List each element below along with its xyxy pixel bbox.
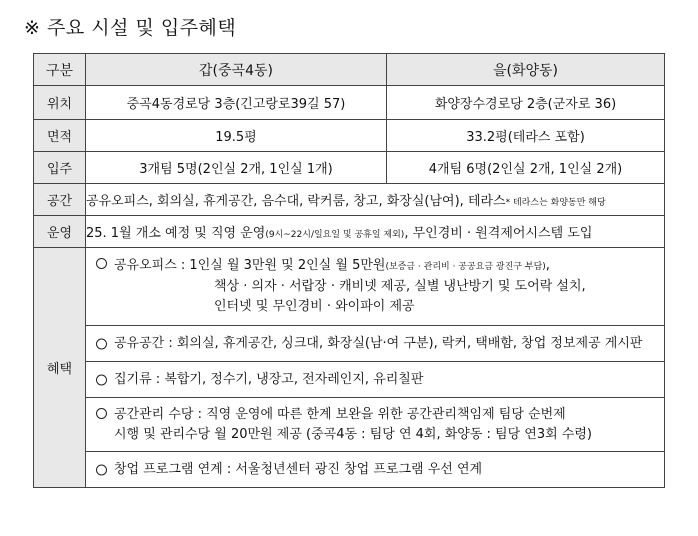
benefit-line: 책상 · 의자 · 서랍장 · 캐비넷 제공, 실별 냉난방기 및 도어락 설치, [214, 279, 586, 294]
row-label-operation: 운영 [34, 216, 86, 248]
location-row [34, 86, 665, 120]
benefit-item [86, 326, 665, 362]
circle-bullet-icon [96, 464, 107, 475]
circle-bullet-icon [96, 258, 107, 269]
benefit-item [86, 452, 665, 488]
benefit-row [34, 398, 665, 452]
row-label-area: 면적 [34, 120, 86, 152]
occupancy-b: 4개팀 6명(2인실 2개, 1인실 2개) [387, 152, 665, 184]
area-a: 19.5평 [86, 120, 387, 152]
operation-main: 25. 1월 개소 예정 및 직영 운영 [86, 226, 266, 241]
circle-bullet-icon [96, 408, 107, 419]
location-b: 화양장수경로당 2층(군자로 36) [387, 86, 665, 120]
circle-bullet-icon [96, 338, 107, 349]
facility-table [33, 53, 665, 488]
space-note: * 테라스는 화양동만 해당 [505, 198, 606, 208]
space-row [34, 184, 665, 216]
benefit-row [34, 248, 665, 326]
benefit-item [86, 362, 665, 398]
benefit-line: 공간관리 수당 : 직영 운영에 따른 한계 보완을 위한 공간관리책임제 팀당 순번제 [114, 406, 566, 422]
benefit-line: 시행 및 관리수당 월 20만원 제공 (중곡4동 : 팀당 연 4회, 화양동 : 팀당 연3회 수령) [114, 426, 592, 442]
row-label-space: 공간 [34, 184, 86, 216]
area-b: 33.2평(테라스 포함) [387, 120, 665, 152]
page-title: ※ 주요 시설 및 입주혜택 [24, 17, 237, 39]
space-main: 공유오피스, 회의실, 휴게공간, 음수대, 락커룸, 창고, 화장실(남여), 테라스 [86, 194, 506, 209]
benefit-text: 창업 프로그램 연계 : 서울청년센터 광진 창업 프로그램 우선 연계 [114, 461, 483, 477]
row-label-location: 위치 [34, 86, 86, 120]
benefit-line: 인터넷 및 무인경비 · 와이파이 제공 [214, 299, 415, 314]
benefit-text: 집기류 : 복합기, 정수기, 냉장고, 전자레인지, 유리칠판 [114, 371, 424, 387]
row-label-benefits: 혜택 [34, 248, 86, 488]
benefit-item [86, 398, 665, 452]
operation-tail: , 무인경비 · 원격제어시스템 도입 [404, 226, 593, 241]
header-row [34, 54, 665, 86]
benefit-row [34, 362, 665, 398]
operation-note: (9시~22시/일요일 및 공휴일 제외) [265, 230, 405, 240]
header-col-a: 갑(중곡4동) [86, 54, 387, 86]
circle-bullet-icon [96, 374, 107, 385]
occupancy-row [34, 152, 665, 184]
benefit-text: 공유공간 : 회의실, 휴게공간, 싱크대, 화장실(남·여 구분), 락커, 택배함, 창업 정보제공 게시판 [114, 335, 643, 351]
benefit-line: 공유오피스 : 1인실 월 3만원 및 2인실 월 5만원 [114, 258, 386, 273]
area-row [34, 120, 665, 152]
header-col-b: 을(화양동) [387, 54, 665, 86]
row-label-occupancy: 입주 [34, 152, 86, 184]
benefit-line-tail: , [545, 258, 550, 273]
benefit-row [34, 326, 665, 362]
benefit-item [86, 248, 665, 326]
benefit-note: (보증금 · 관리비 · 공공요금 광진구 부담) [385, 262, 546, 272]
operation-value [86, 216, 665, 248]
occupancy-a: 3개팀 5명(2인실 2개, 1인실 1개) [86, 152, 387, 184]
space-value [86, 184, 665, 216]
header-label: 구분 [34, 54, 86, 86]
benefit-row [34, 452, 665, 488]
location-a: 중곡4동경로당 3층(긴고랑로39길 57) [86, 86, 387, 120]
operation-row [34, 216, 665, 248]
